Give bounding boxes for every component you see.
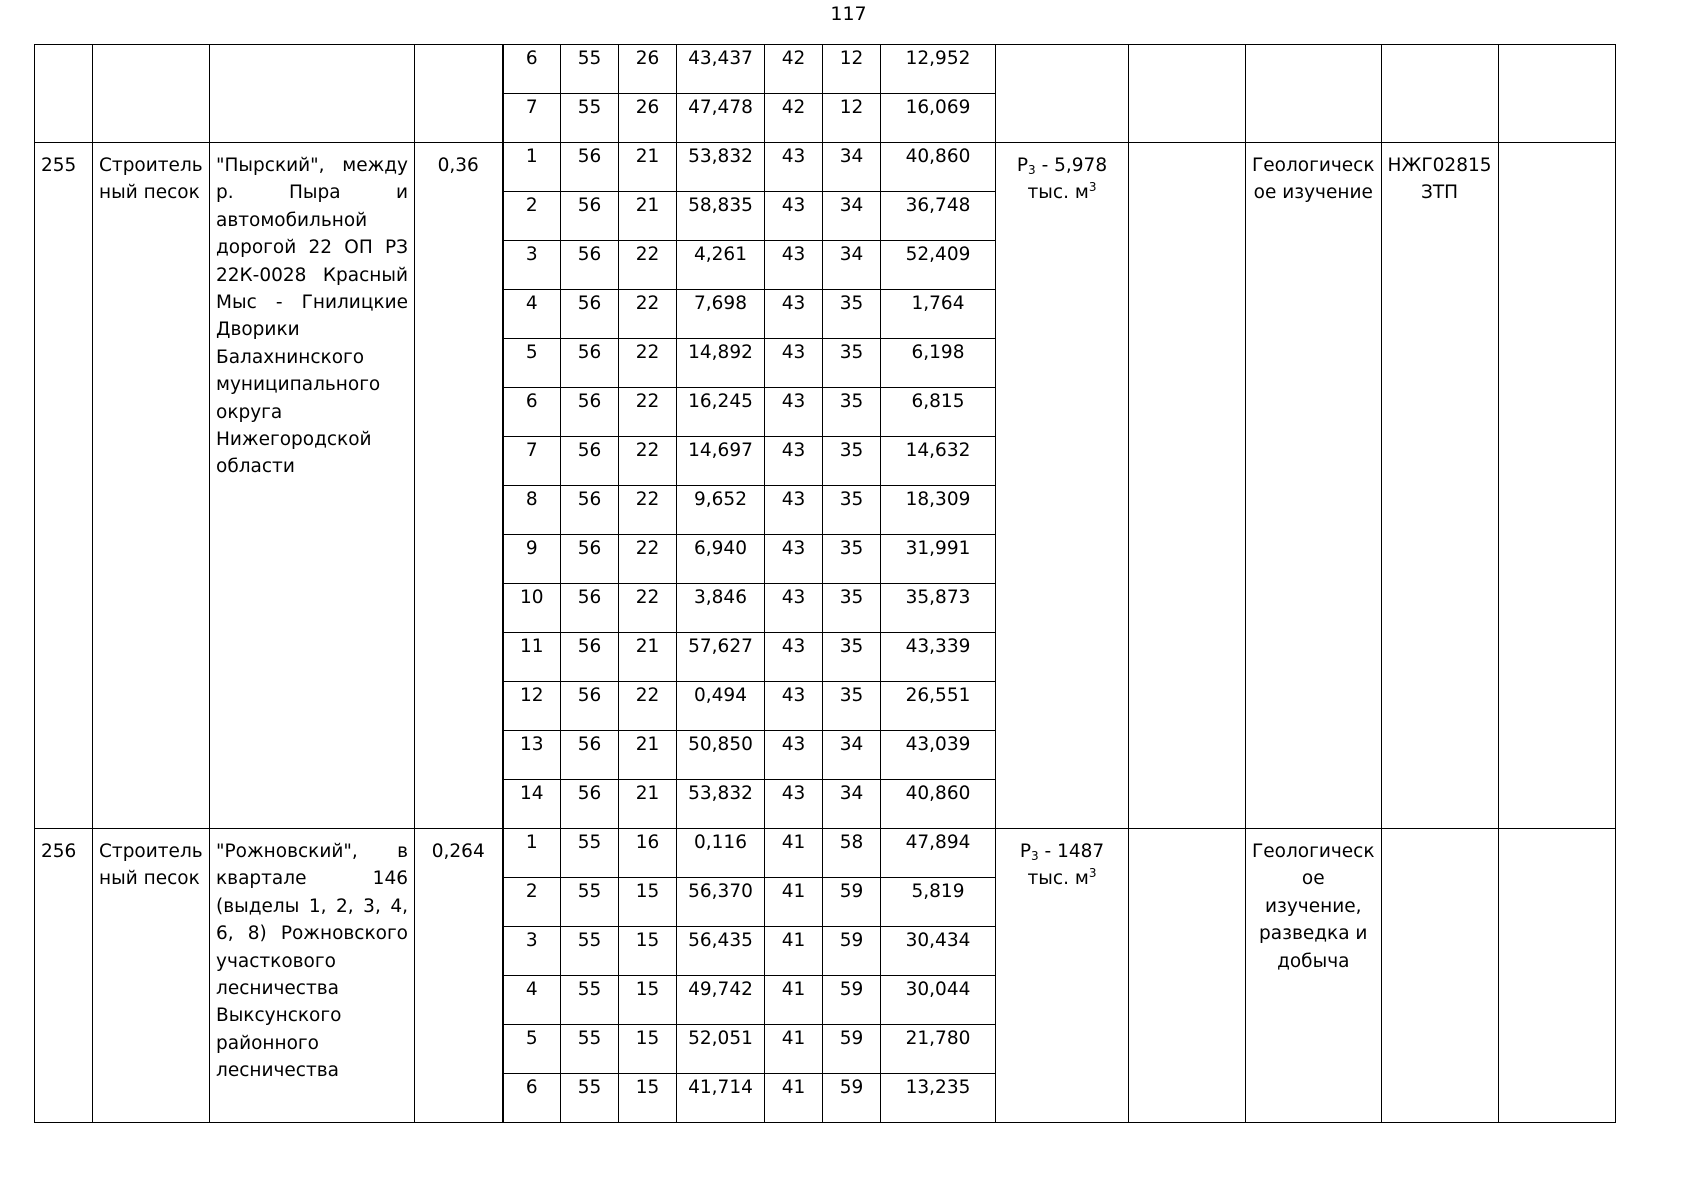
table-row [35,143,1616,192]
point-number-cell: 3 [503,241,561,290]
continued-license-cell [1381,45,1498,143]
resources [996,829,1128,893]
location-cell [210,143,415,829]
lat-sec-cell: 14,697 [677,437,765,486]
point-number-cell: 14 [503,780,561,829]
lat-deg-cell: 55 [561,1025,619,1074]
lat-sec-cell: 41,714 [677,1074,765,1123]
lat-sec-cell: 47,478 [677,94,765,143]
lon-sec-cell: 40,860 [881,143,996,192]
lat-deg-cell: 56 [561,731,619,780]
license-cell [1381,143,1498,829]
lon-deg-cell: 41 [765,1074,823,1123]
extra-cell-2 [1498,143,1615,829]
entry-id-cell [35,829,93,1123]
lat-min-cell: 22 [619,437,677,486]
resources-unit: тыс. м [1027,182,1089,204]
purpose-text: Геологическ ое изучение [1252,155,1375,204]
resources-category-subscript: 3 [1028,163,1036,177]
lon-min-cell: 34 [823,192,881,241]
resources-cell [996,829,1129,1123]
area [415,143,502,179]
mineral [93,829,209,893]
lat-deg-cell: 55 [561,927,619,976]
lon-sec-cell: 1,764 [881,290,996,339]
lon-min-cell: 58 [823,829,881,878]
lat-min-cell: 22 [619,486,677,535]
lon-deg-cell: 43 [765,290,823,339]
lat-deg-cell: 56 [561,584,619,633]
lon-deg-cell: 43 [765,486,823,535]
point-number-cell: 5 [503,1025,561,1074]
point-number-cell: 4 [503,976,561,1025]
point-number-cell: 10 [503,584,561,633]
purpose [1246,143,1381,207]
lat-deg-cell: 56 [561,241,619,290]
point-number-cell: 2 [503,192,561,241]
lon-min-cell: 35 [823,535,881,584]
location-text: "Пырский", между р. Пыра и автомобильной дорогой 22 ОП РЗ 22К-0028 Красный Мыс - Гнилицкие Дворики Балахнинского муниципального округа Нижегородской области [216,155,408,478]
point-number-cell: 7 [503,94,561,143]
lon-min-cell: 59 [823,927,881,976]
lon-deg-cell: 43 [765,388,823,437]
entry-id-text: 255 [41,155,77,176]
lon-sec-cell: 6,815 [881,388,996,437]
lat-min-cell: 21 [619,780,677,829]
purpose [1246,829,1381,975]
lon-deg-cell: 41 [765,878,823,927]
lat-min-cell: 15 [619,1025,677,1074]
lon-sec-cell: 52,409 [881,241,996,290]
continued-area-cell [415,45,503,143]
resources-unit: тыс. м [1027,868,1089,890]
location-cell [210,829,415,1123]
lat-deg-cell: 56 [561,437,619,486]
lon-deg-cell: 41 [765,1025,823,1074]
lon-min-cell: 35 [823,437,881,486]
lat-min-cell: 22 [619,290,677,339]
lat-sec-cell: 49,742 [677,976,765,1025]
location [210,829,414,1085]
lat-sec-cell: 16,245 [677,388,765,437]
entry-id [35,829,92,865]
lon-sec-cell: 31,991 [881,535,996,584]
lon-min-cell: 35 [823,633,881,682]
point-number-cell: 5 [503,339,561,388]
lat-min-cell: 21 [619,143,677,192]
lat-sec-cell: 43,437 [677,45,765,94]
lon-sec-cell: 6,198 [881,339,996,388]
lat-sec-cell: 6,940 [677,535,765,584]
point-number-cell: 3 [503,927,561,976]
location-text: "Рожновский", в квартале 146 (выделы 1, 2, 3, 4, 6, 8) Рожновского участкового лесничества Выксунского районного лесничества [216,841,408,1082]
lat-deg-cell: 56 [561,388,619,437]
lon-deg-cell: 43 [765,633,823,682]
resources-unit-superscript: 3 [1088,180,1097,195]
lat-sec-cell: 58,835 [677,192,765,241]
lat-deg-cell: 56 [561,143,619,192]
mineral-cell [93,829,210,1123]
registry-table [34,44,1616,1123]
lat-deg-cell: 56 [561,535,619,584]
lat-deg-cell: 56 [561,290,619,339]
lon-sec-cell: 36,748 [881,192,996,241]
lat-min-cell: 16 [619,829,677,878]
lat-deg-cell: 56 [561,192,619,241]
lat-min-cell: 15 [619,976,677,1025]
lat-min-cell: 15 [619,1074,677,1123]
resources-prefix: P [1019,841,1031,862]
area-text: 0,36 [437,155,479,176]
lon-sec-cell: 40,860 [881,780,996,829]
lon-deg-cell: 41 [765,927,823,976]
lon-deg-cell: 43 [765,192,823,241]
extra-cell-1 [1129,829,1246,1123]
lon-deg-cell: 41 [765,829,823,878]
resources-cell [996,143,1129,829]
lon-deg-cell: 42 [765,45,823,94]
lon-min-cell: 34 [823,731,881,780]
point-number-cell: 7 [503,437,561,486]
point-number-cell: 9 [503,535,561,584]
resources-category-subscript: 3 [1030,849,1039,863]
lon-sec-cell: 16,069 [881,94,996,143]
page-number: 117 [830,3,867,25]
table-row [35,829,1616,878]
lon-min-cell: 34 [823,780,881,829]
lat-sec-cell: 53,832 [677,780,765,829]
lon-min-cell: 12 [823,45,881,94]
lat-deg-cell: 56 [561,633,619,682]
lat-sec-cell: 56,370 [677,878,765,927]
lat-deg-cell: 55 [561,94,619,143]
lat-min-cell: 22 [619,339,677,388]
resources-prefix: P [1016,155,1029,176]
continued-location-cell [210,45,415,143]
purpose-text: Геологическ ое изучение, разведка и добыча [1252,841,1375,972]
lat-sec-cell: 50,850 [677,731,765,780]
lon-min-cell: 34 [823,143,881,192]
lat-deg-cell: 55 [561,1074,619,1123]
lon-min-cell: 59 [823,976,881,1025]
lon-sec-cell: 18,309 [881,486,996,535]
license [1382,829,1498,838]
lon-sec-cell: 26,551 [881,682,996,731]
lat-sec-cell: 0,116 [677,829,765,878]
lat-deg-cell: 55 [561,829,619,878]
mineral-text: Строитель ный песок [99,155,203,204]
point-number-cell: 11 [503,633,561,682]
lat-sec-cell: 53,832 [677,143,765,192]
lon-min-cell: 35 [823,339,881,388]
lat-min-cell: 22 [619,241,677,290]
resources-value: - 1487 [1044,841,1105,862]
extra-cell-1 [1129,143,1246,829]
lon-min-cell: 59 [823,1074,881,1123]
point-number-cell: 4 [503,290,561,339]
point-number-cell: 1 [503,829,561,878]
lon-min-cell: 34 [823,241,881,290]
lat-sec-cell: 52,051 [677,1025,765,1074]
lat-deg-cell: 55 [561,45,619,94]
mineral-text: Строитель ный песок [99,841,203,890]
area-cell [415,829,503,1123]
lat-min-cell: 26 [619,45,677,94]
entry-id [35,143,92,179]
lon-deg-cell: 42 [765,94,823,143]
point-number-cell: 6 [503,45,561,94]
lat-min-cell: 22 [619,388,677,437]
lon-deg-cell: 43 [765,682,823,731]
point-number-cell: 8 [503,486,561,535]
lat-min-cell: 22 [619,535,677,584]
resources-value: - 5,978 [1041,155,1108,176]
lon-deg-cell: 43 [765,437,823,486]
lat-min-cell: 26 [619,94,677,143]
lat-min-cell: 15 [619,878,677,927]
lon-min-cell: 35 [823,682,881,731]
lat-sec-cell: 0,494 [677,682,765,731]
area [415,829,502,865]
lon-sec-cell: 30,434 [881,927,996,976]
lon-min-cell: 35 [823,290,881,339]
purpose-cell [1246,829,1382,1123]
area-text: 0,264 [431,841,485,862]
lon-deg-cell: 43 [765,143,823,192]
lon-min-cell: 35 [823,388,881,437]
lat-sec-cell: 9,652 [677,486,765,535]
lon-sec-cell: 43,339 [881,633,996,682]
point-number-cell: 6 [503,388,561,437]
purpose-cell [1246,143,1382,829]
extra-cell-2 [1498,829,1615,1123]
license [1382,143,1498,207]
lat-sec-cell: 4,261 [677,241,765,290]
lon-min-cell: 35 [823,584,881,633]
lon-sec-cell: 13,235 [881,1074,996,1123]
lat-sec-cell: 14,892 [677,339,765,388]
lon-sec-cell: 12,952 [881,45,996,94]
continued-resources-cell [996,45,1129,143]
lat-sec-cell: 7,698 [677,290,765,339]
continued-purpose-cell [1246,45,1382,143]
point-number-cell: 1 [503,143,561,192]
lat-deg-cell: 55 [561,976,619,1025]
lat-sec-cell: 56,435 [677,927,765,976]
point-number-cell: 6 [503,1074,561,1123]
point-number-cell: 13 [503,731,561,780]
lat-min-cell: 15 [619,927,677,976]
point-number-cell: 2 [503,878,561,927]
lat-deg-cell: 55 [561,878,619,927]
resources-unit-superscript: 3 [1088,866,1097,881]
lat-deg-cell: 56 [561,780,619,829]
lon-sec-cell: 47,894 [881,829,996,878]
lon-sec-cell: 5,819 [881,878,996,927]
lon-deg-cell: 43 [765,241,823,290]
point-number-cell: 12 [503,682,561,731]
lon-min-cell: 59 [823,878,881,927]
lon-sec-cell: 35,873 [881,584,996,633]
lat-deg-cell: 56 [561,682,619,731]
mineral-cell [93,143,210,829]
lon-sec-cell: 30,044 [881,976,996,1025]
lat-min-cell: 22 [619,682,677,731]
lon-sec-cell: 43,039 [881,731,996,780]
lat-sec-cell: 3,846 [677,584,765,633]
lon-sec-cell: 14,632 [881,437,996,486]
lat-deg-cell: 56 [561,339,619,388]
entry-id-cell [35,143,93,829]
entry-id-text: 256 [41,841,77,862]
lon-deg-cell: 41 [765,976,823,1025]
lon-deg-cell: 43 [765,535,823,584]
lat-min-cell: 22 [619,584,677,633]
lat-min-cell: 21 [619,731,677,780]
lat-min-cell: 21 [619,192,677,241]
license-cell [1381,829,1498,1123]
lon-sec-cell: 21,780 [881,1025,996,1074]
lon-deg-cell: 43 [765,731,823,780]
lon-deg-cell: 43 [765,780,823,829]
mineral [93,143,209,207]
continued-mineral-cell [93,45,210,143]
lon-deg-cell: 43 [765,584,823,633]
license-text: НЖГ02815 ЗТП [1387,155,1492,204]
lon-min-cell: 35 [823,486,881,535]
location [210,143,414,481]
table-row [35,45,1616,94]
lon-min-cell: 12 [823,94,881,143]
lat-sec-cell: 57,627 [677,633,765,682]
lon-min-cell: 59 [823,1025,881,1074]
lat-min-cell: 21 [619,633,677,682]
lat-deg-cell: 56 [561,486,619,535]
continued-id-cell [35,45,93,143]
lon-deg-cell: 43 [765,339,823,388]
resources [996,143,1128,207]
area-cell [415,143,503,829]
continued-extra-2-cell [1498,45,1615,143]
continued-extra-1-cell [1129,45,1246,143]
